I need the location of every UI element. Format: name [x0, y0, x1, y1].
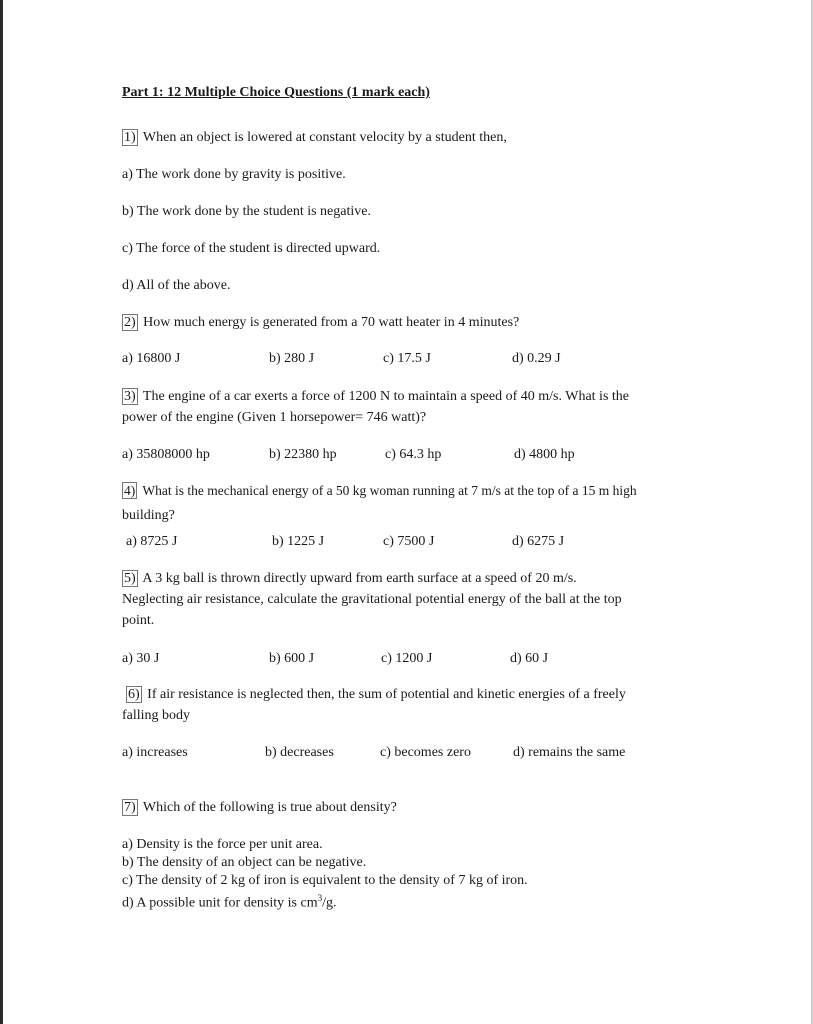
option-1c: c) The force of the student is directed upward. [122, 241, 381, 256]
question-number: 1) [124, 130, 136, 145]
page-title: Part 1: 12 Multiple Choice Questions (1 mark each) [122, 85, 430, 100]
question-number: 4) [124, 483, 136, 498]
option-7c: c) The density of 2 kg of iron is equivalent to the density of 7 kg of iron. [122, 873, 528, 888]
question-text-line1: A 3 kg ball is thrown directly upward from earth surface at a speed of 20 m/s. [142, 571, 577, 586]
question-number: 3) [124, 389, 136, 404]
question-text-line2: Neglecting air resistance, calculate the gravitational potential energy of the ball at the top [122, 592, 622, 607]
page-edge-left [0, 0, 3, 1024]
option-6c: c) becomes zero [380, 745, 471, 760]
option-3a: a) 35808000 hp [122, 447, 210, 462]
question-6 [126, 686, 626, 703]
unit-tail: /g. [322, 895, 337, 911]
option-5d: d) 60 J [510, 651, 549, 666]
option-3c: c) 64.3 hp [385, 447, 442, 462]
option-5b: b) 600 J [269, 651, 315, 666]
option-3d: d) 4800 hp [514, 447, 575, 462]
question-text-line3: point. [122, 613, 155, 628]
option-7d [122, 890, 337, 912]
option-7b: b) The density of an object can be negative. [122, 855, 367, 870]
option-6d: d) remains the same [513, 745, 626, 760]
option-6a: a) increases [122, 745, 188, 760]
option-5a: a) 30 J [122, 651, 160, 666]
question-text-line2: falling body [122, 708, 191, 723]
question-5 [122, 570, 577, 587]
question-3 [122, 388, 629, 405]
option-3b: b) 22380 hp [269, 447, 337, 462]
option-2b: b) 280 J [269, 351, 315, 366]
question-2 [122, 314, 519, 331]
option-4d: d) 6275 J [512, 534, 565, 549]
question-text: When an object is lowered at constant velocity by a student then, [142, 130, 507, 145]
option-1b: b) The work done by the student is negative. [122, 204, 371, 219]
option-7d-text: d) A possible unit for density is cm [122, 895, 318, 911]
question-4 [122, 482, 637, 499]
option-6b: b) decreases [265, 745, 334, 760]
option-1d: d) All of the above. [122, 278, 231, 293]
question-1 [122, 129, 507, 146]
option-2d: d) 0.29 J [512, 351, 561, 366]
question-text-line1: The engine of a car exerts a force of 1200 N to maintain a speed of 40 m/s. What is the [142, 389, 629, 404]
option-2c: c) 17.5 J [383, 351, 431, 366]
option-5c: c) 1200 J [381, 651, 433, 666]
unit-superscript: 3 [317, 893, 323, 903]
option-1a: a) The work done by gravity is positive. [122, 167, 346, 182]
question-text-line2: building? [122, 508, 175, 523]
question-text-line2: power of the engine (Given 1 horsepower= 746 watt)? [122, 410, 427, 425]
option-7a: a) Density is the force per unit area. [122, 837, 323, 852]
question-text: How much energy is generated from a 70 watt heater in 4 minutes? [143, 315, 520, 330]
option-4b: b) 1225 J [272, 534, 325, 549]
option-2a: a) 16800 J [122, 351, 181, 366]
question-text-line1: If air resistance is neglected then, the sum of potential and kinetic energies of a freely [147, 687, 626, 702]
question-text-line1: What is the mechanical energy of a 50 kg woman running at 7 m/s at the top of a 15 m high [142, 483, 637, 498]
option-4a: a) 8725 J [126, 534, 178, 549]
option-4c: c) 7500 J [383, 534, 435, 549]
question-7 [122, 799, 397, 816]
question-number: 7) [124, 800, 136, 815]
question-number: 5) [124, 571, 136, 586]
question-number: 6) [128, 687, 140, 702]
question-text: Which of the following is true about density? [142, 800, 397, 815]
question-number: 2) [124, 315, 136, 330]
